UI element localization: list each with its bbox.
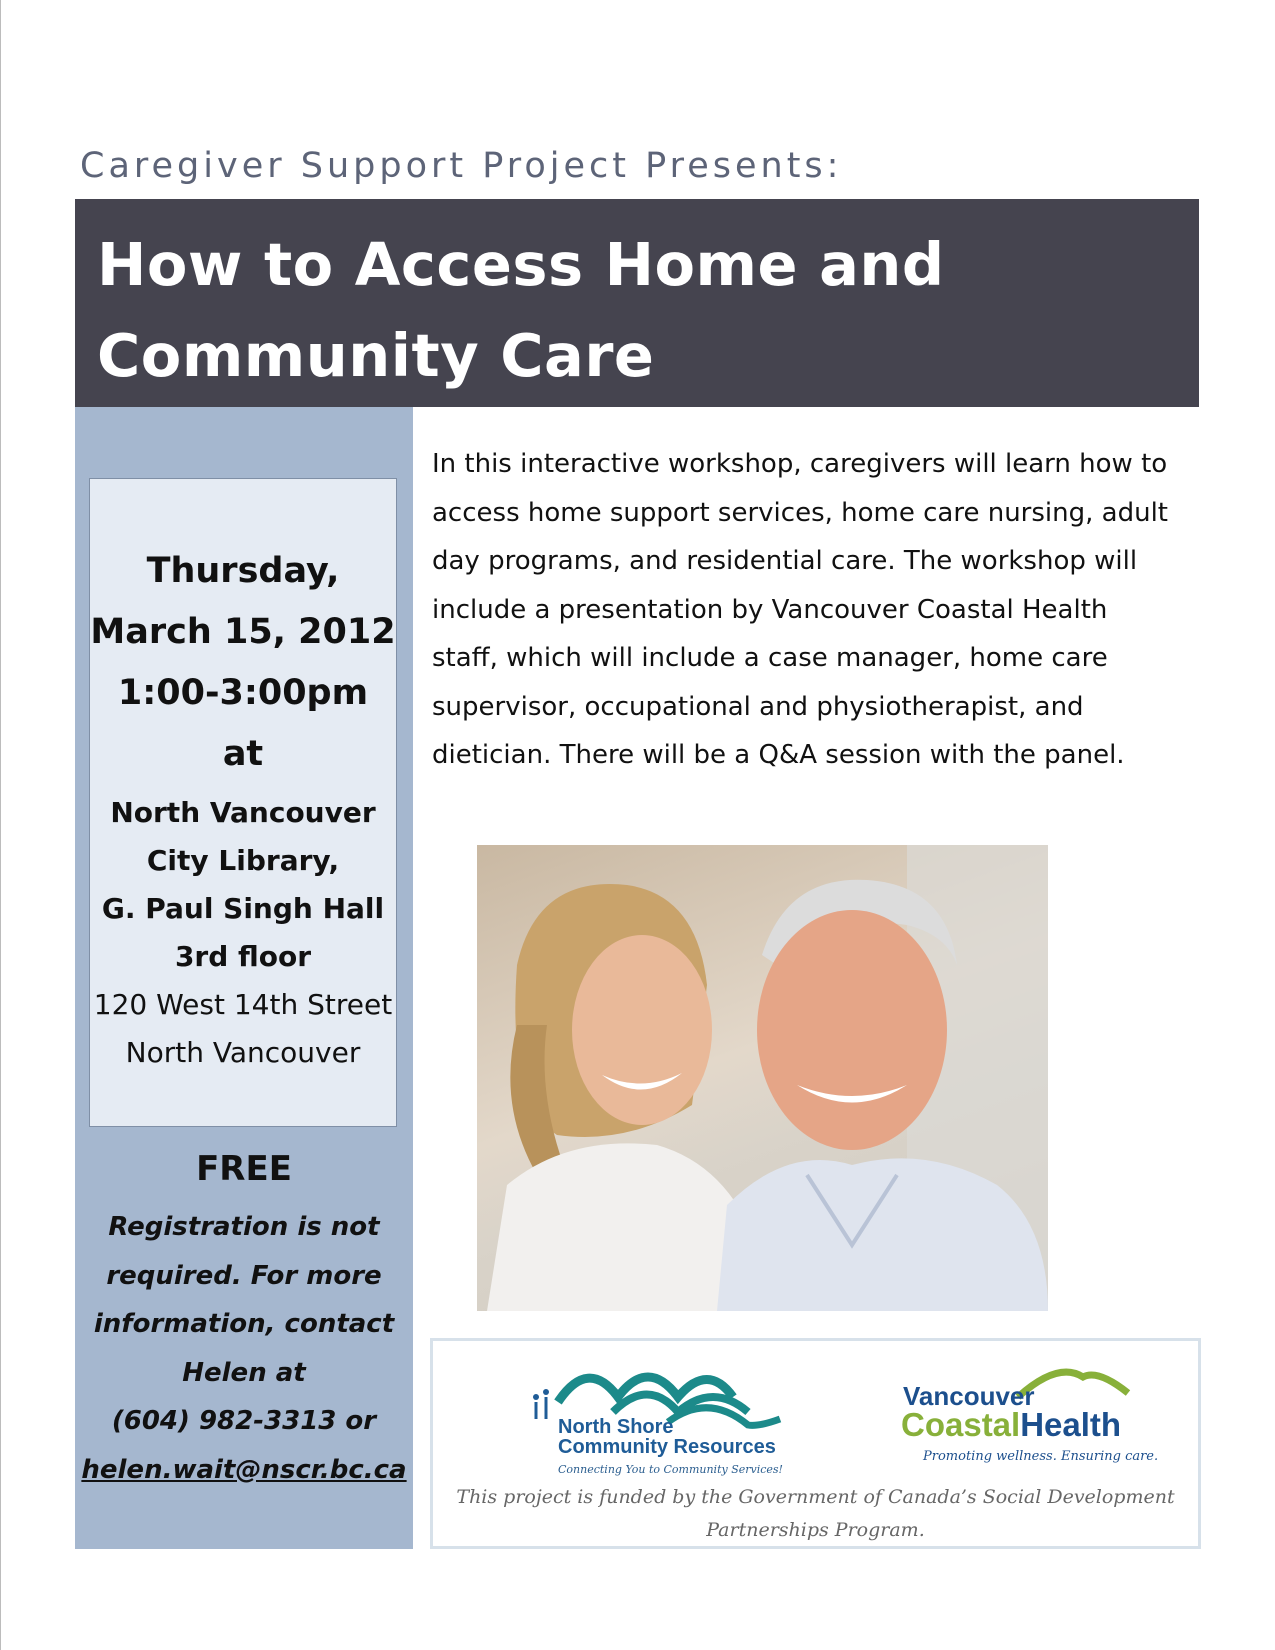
description-line: day programs, and residential care. The workshop will bbox=[432, 546, 1138, 576]
caregiver-photo-illustration bbox=[477, 845, 1048, 1311]
presenter-line: Caregiver Support Project Presents: bbox=[80, 146, 843, 186]
nscr-name bbox=[558, 1417, 776, 1457]
vch-tagline: Promoting wellness. Ensuring care. bbox=[923, 1449, 1159, 1464]
registration-line-4: Helen at bbox=[182, 1357, 306, 1388]
funding-note bbox=[433, 1481, 1198, 1547]
registration-line-3: information, contact bbox=[93, 1309, 395, 1339]
description-line: dietician. There will be a Q&A session with the panel. bbox=[432, 740, 1125, 770]
vch-word-coastal: Coastal bbox=[901, 1406, 1021, 1443]
vch-word-health: Health bbox=[1020, 1406, 1122, 1443]
description-line: access home support services, home care nursing, adult bbox=[432, 497, 1168, 528]
description-line: include a presentation by Vancouver Coastal Health bbox=[432, 594, 1108, 625]
title-line-1: How to Access Home and bbox=[97, 230, 945, 299]
caregiver-photo bbox=[477, 845, 1048, 1311]
title-banner bbox=[75, 199, 1199, 407]
nscr-name-line-1: North Shore bbox=[558, 1416, 674, 1438]
flyer-title bbox=[97, 219, 1199, 401]
address-line-2: North Vancouver bbox=[125, 1036, 361, 1069]
event-details-box bbox=[89, 478, 397, 1127]
event-at: at bbox=[222, 734, 264, 774]
funding-line-1: This project is funded by the Government of Canada’s Social Development bbox=[456, 1486, 1175, 1508]
event-day: Thursday, bbox=[146, 551, 340, 591]
address-line-1: 120 West 14th Street bbox=[93, 988, 393, 1021]
page-left-border bbox=[0, 0, 1, 1650]
vch-word-coastal-health bbox=[901, 1407, 1121, 1443]
funding-line-2: Partnerships Program. bbox=[706, 1519, 925, 1541]
venue-line-4: 3rd floor bbox=[174, 940, 312, 973]
sponsor-footer bbox=[430, 1338, 1201, 1549]
venue-line-1: North Vancouver bbox=[110, 796, 376, 829]
registration-line-2: required. For more bbox=[106, 1260, 382, 1291]
workshop-description bbox=[432, 440, 1197, 780]
registration-line-1: Registration is not bbox=[108, 1212, 380, 1242]
event-sidebar bbox=[75, 407, 413, 1549]
event-date: March 15, 2012 bbox=[90, 612, 396, 652]
nscr-tagline: Connecting You to Community Services! bbox=[558, 1463, 783, 1476]
registration-block bbox=[75, 1141, 413, 1494]
event-time: 1:00-3:00pm bbox=[117, 673, 369, 713]
vch-word-vancouver: Vancouver bbox=[903, 1381, 1035, 1411]
description-line: staff, which will include a case manager, home care bbox=[432, 643, 1108, 673]
contact-phone: (604) 982-3313 or bbox=[111, 1406, 377, 1436]
free-label: FREE bbox=[196, 1149, 292, 1189]
venue-line-2: City Library, bbox=[146, 844, 340, 877]
description-line: In this interactive workshop, caregivers will learn how to bbox=[432, 449, 1168, 479]
description-line: supervisor, occupational and physiotherapist, and bbox=[432, 691, 1084, 722]
contact-email-link[interactable]: helen.wait@nscr.bc.ca bbox=[81, 1454, 407, 1485]
venue-line-3: G. Paul Singh Hall bbox=[101, 892, 385, 925]
title-line-2: Community Care bbox=[97, 321, 655, 390]
nscr-name-line-2: Community Resources bbox=[558, 1436, 776, 1458]
